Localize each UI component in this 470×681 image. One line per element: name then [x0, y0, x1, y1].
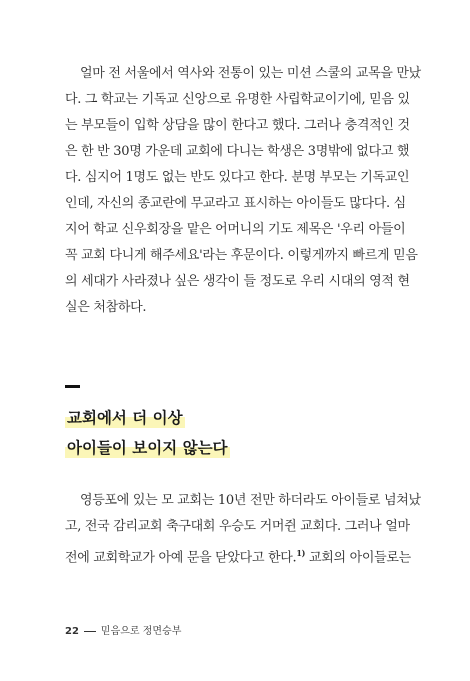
heading-text: 아이들이 보이지 않는다	[67, 439, 228, 457]
section-heading-line-1	[65, 407, 185, 429]
page-number: 22	[65, 626, 79, 637]
page-footer	[65, 622, 181, 637]
book-title: 믿음으로 정면승부	[100, 626, 182, 637]
paragraph-line: 는 부모들이 입학 상담을 많이 한다고 했다. 그러나 충격적인 것	[65, 118, 410, 133]
paragraph-line: 얼마 전 서울에서 역사와 전통이 있는 미션 스쿨의 교목을 만났	[80, 66, 421, 81]
paragraph-line: 인데, 자신의 종교란에 무교라고 표시하는 아이들도 많다다. 심	[65, 196, 406, 211]
section-heading-line-2	[65, 437, 230, 459]
paragraph-line: 꼭 교회 다니게 해주세요'라는 후문이다. 이렇게까지 빠르게 믿음	[65, 248, 418, 263]
paragraph-line: 다. 그 학교는 기독교 신앙으로 유명한 사립학교이기에, 믿음 있	[65, 92, 410, 107]
footer-divider	[84, 631, 96, 632]
paragraph-line: 의 세대가 사라졌나 싶은 생각이 들 정도로 우리 시대의 영적 현	[65, 274, 410, 289]
paragraph-text: 전에 교회학교가 아예 문을 닫았다고 한다.	[65, 550, 297, 566]
paragraph-line: 지어 학교 신우회장을 맡은 어머니의 기도 제목은 '우리 아들이	[65, 222, 406, 237]
paragraph-line: 다. 심지어 1명도 없는 반도 있다고 한다. 분명 부모는 기독교인	[65, 170, 410, 185]
paragraph-line: 실은 처참하다.	[65, 300, 147, 315]
footnote-marker[interactable]: 1)	[296, 548, 306, 558]
paragraph-text: 교회의 아이들로는	[309, 550, 411, 566]
paragraph-line: 영등포에 있는 모 교회는 10년 전만 하더라도 아이들로 넘쳐났	[80, 493, 421, 508]
paragraph-line: 고, 전국 감리교회 축구대회 우승도 거머쥔 교회다. 그러나 얼마	[65, 519, 410, 534]
section-rule	[65, 385, 80, 388]
heading-text: 교회에서 더 이상	[67, 409, 183, 427]
paragraph-line: 은 한 반 30명 가운데 교회에 다니는 학생은 3명밖에 없다고 했	[65, 144, 410, 159]
paragraph-line	[65, 545, 411, 566]
